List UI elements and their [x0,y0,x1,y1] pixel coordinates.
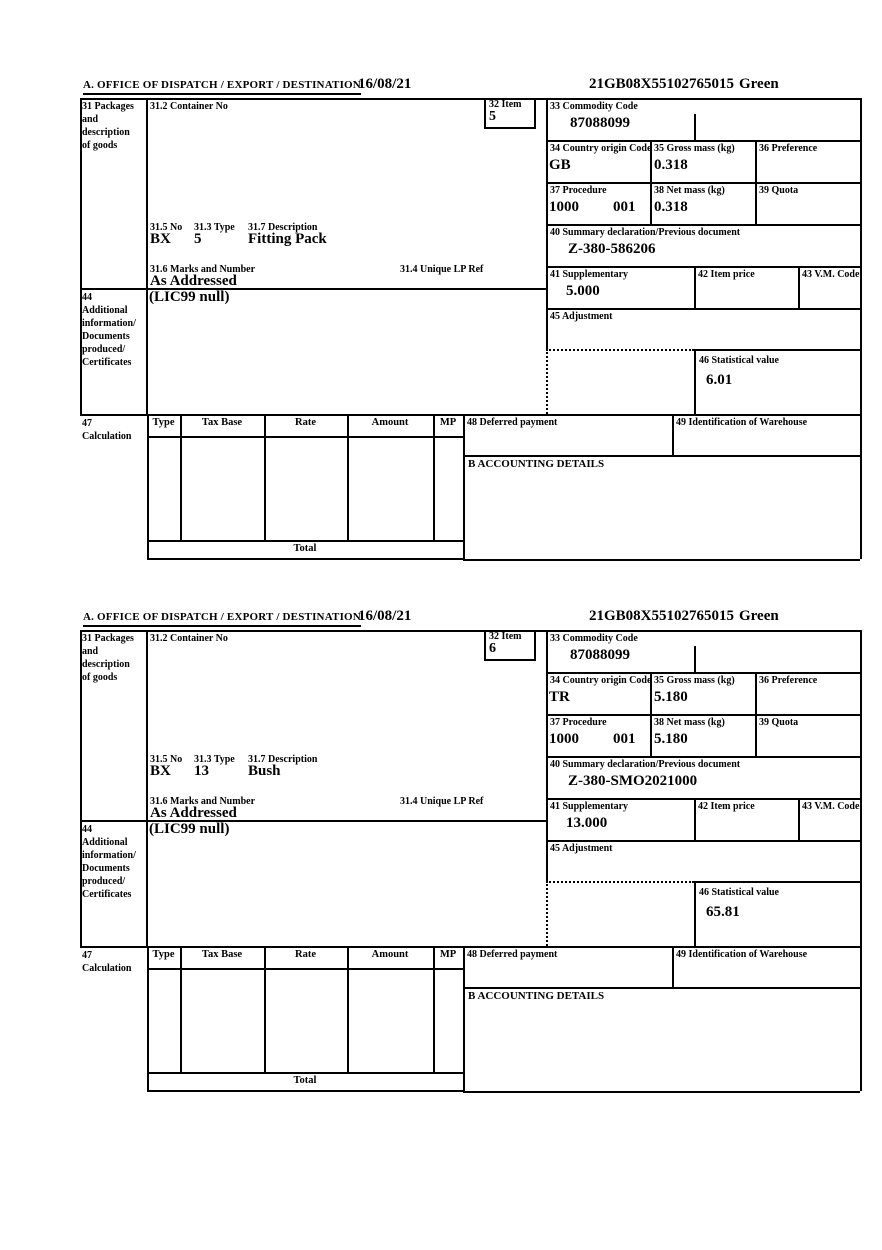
office-of-dispatch-title: A. OFFICE OF DISPATCH / EXPORT / DESTINATION [83,611,361,627]
box45-adjustment-label: 45 Adjustment [550,843,613,854]
procedure-value: 1000 [549,731,579,747]
border-line [860,630,862,1091]
box31-packages-label: 31 Packages and description of goods [82,101,134,151]
box31-5-no-label: 31.5 No [150,754,183,765]
box39-quota-label: 39 Quota [759,185,799,196]
additional-information-value: (LIC99 null) [149,821,230,837]
commodity-code-divider [694,646,696,672]
routing-status: Green [739,76,779,92]
box40-summary-label: 40 Summary declaration/Previous document [550,759,741,770]
border-line [755,672,757,756]
border-line [80,98,860,100]
box41-supplementary-label: 41 Supplementary [550,269,629,280]
box32-item [484,98,536,129]
box31-4-lp-ref-label: 31.4 Unique LP Ref [400,796,484,807]
statistical-value: 6.01 [706,372,733,388]
commodity-code-value: 87088099 [570,115,630,131]
net-mass-value: 0.318 [654,199,688,215]
calc-col-amount: Amount [371,949,409,960]
marks-and-number-value: As Addressed [150,805,237,821]
border-line [80,414,860,416]
border-line [694,349,696,414]
box31-4-lp-ref-label: 31.4 Unique LP Ref [400,264,484,275]
border-line [694,881,696,946]
border-line [672,414,674,455]
border-line [546,308,860,310]
box40-summary-label: 40 Summary declaration/Previous document [550,227,741,238]
box32-item-value: 6 [489,641,496,656]
box44-additional-label: 44 Additional information/ Documents produced/ Certificates [82,292,136,368]
box34-country-label: 34 Country origin Code [550,675,652,686]
box31-7-description-label: 31.7 Description [248,754,318,765]
border-line [860,98,862,559]
border-line [463,559,860,561]
border-line [147,968,463,970]
dotted-border-line [546,881,548,946]
routing-status: Green [739,608,779,624]
box32-item-label: 32 Item [489,99,522,110]
package-description-value: Fitting Pack [248,231,327,247]
package-description-value: Bush [248,763,281,779]
commodity-code-value: 87088099 [570,647,630,663]
border-line [180,946,182,1072]
border-line [694,266,696,308]
border-line [80,946,860,948]
box36-preference-label: 36 Preference [759,143,818,154]
supplementary-value: 5.000 [566,283,600,299]
border-line [433,946,435,1072]
box44-additional-label: 44 Additional information/ Documents produced/ Certificates [82,824,136,900]
box31-3-type-label: 31.3 Type [194,754,235,765]
border-line [546,798,860,800]
box31-packages-label: 31 Packages and description of goods [82,633,134,683]
statistical-value: 65.81 [706,904,740,920]
additional-information-value: (LIC99 null) [149,289,230,305]
border-line [147,436,463,438]
border-line [264,946,266,1072]
gross-mass-value: 5.180 [654,689,688,705]
box34-country-label: 34 Country origin Code [550,143,652,154]
box31-7-description-label: 31.7 Description [248,222,318,233]
marks-and-number-value: As Addressed [150,273,237,289]
box32-item-value: 5 [489,109,496,124]
border-line [546,714,860,716]
commodity-code-divider [694,114,696,140]
border-line [147,540,463,542]
office-of-dispatch-title: A. OFFICE OF DISPATCH / EXPORT / DESTINATION [83,79,361,95]
summary-declaration-value: Z-380-SMO2021000 [568,773,698,789]
accounting-details-label: B ACCOUNTING DETAILS [468,458,605,470]
border-line [347,414,349,540]
calc-col-mp: MP [439,949,457,960]
calc-col-mp: MP [439,417,457,428]
dotted-border-line [546,881,694,883]
border-line [463,455,860,457]
border-line [546,672,860,674]
border-line [694,349,860,351]
box32-item [484,630,536,661]
dispatch-date: 16/08/21 [358,76,412,92]
border-line [546,140,860,142]
border-line [546,182,860,184]
declaration-reference: 21GB08X55102765015 [589,76,735,92]
box49-warehouse-label: 49 Identification of Warehouse [676,417,808,428]
calc-col-type: Type [152,417,175,428]
box35-gross-mass-label: 35 Gross mass (kg) [654,675,735,686]
border-line [147,946,149,1092]
box42-item-price-label: 42 Item price [698,269,755,280]
summary-declaration-value: Z-380-586206 [568,241,656,257]
procedure-ext-value: 001 [613,199,636,215]
box46-statistical-label: 46 Statistical value [699,887,779,898]
calc-col-rate: Rate [295,417,316,428]
border-line [798,798,800,840]
border-line [694,881,860,883]
box43-vm-code-label: 43 V.M. Code [802,269,860,280]
border-line [546,266,860,268]
declaration-item-section [0,608,882,1100]
border-line [80,630,860,632]
border-line [147,414,149,560]
dispatch-date: 16/08/21 [358,608,412,624]
supplementary-value: 13.000 [566,815,608,831]
box38-net-mass-label: 38 Net mass (kg) [654,185,725,196]
border-line [180,414,182,540]
border-line [146,98,148,416]
box33-commodity-label: 33 Commodity Code [550,633,638,644]
border-line [147,1072,463,1074]
box35-gross-mass-label: 35 Gross mass (kg) [654,143,735,154]
package-type-value: 13 [194,763,209,779]
border-line [798,266,800,308]
calc-total-label: Total [293,543,317,554]
box48-deferred-label: 48 Deferred payment [467,949,558,960]
border-line [463,946,465,1091]
calc-col-amount: Amount [371,417,409,428]
border-line [463,987,860,989]
box39-quota-label: 39 Quota [759,717,799,728]
dotted-border-line [546,349,694,351]
declaration-reference: 21GB08X55102765015 [589,608,735,624]
border-line [694,798,696,840]
border-line [264,414,266,540]
border-line [463,1091,860,1093]
box45-adjustment-label: 45 Adjustment [550,311,613,322]
box41-supplementary-label: 41 Supplementary [550,801,629,812]
border-line [146,630,148,948]
country-origin-value: TR [549,689,570,705]
border-line [546,756,860,758]
box32-item-label: 32 Item [489,631,522,642]
border-line [347,946,349,1072]
border-line [433,414,435,540]
border-line [672,946,674,987]
calc-col-rate: Rate [295,949,316,960]
box47-calculation-label: 47 Calculation [82,950,132,974]
calc-col-tax-base: Tax Base [201,949,243,960]
box33-commodity-label: 33 Commodity Code [550,101,638,112]
box31-2-container-label: 31.2 Container No [150,101,228,112]
border-line [546,224,860,226]
border-line [147,558,463,560]
procedure-ext-value: 001 [613,731,636,747]
box37-procedure-label: 37 Procedure [550,185,607,196]
package-type-value: 5 [194,231,202,247]
box31-6-marks-label: 31.6 Marks and Number [150,264,256,275]
accounting-details-label: B ACCOUNTING DETAILS [468,990,605,1002]
box42-item-price-label: 42 Item price [698,801,755,812]
declaration-item-section [0,76,882,568]
calc-col-tax-base: Tax Base [201,417,243,428]
box46-statistical-label: 46 Statistical value [699,355,779,366]
box36-preference-label: 36 Preference [759,675,818,686]
border-line [463,414,465,559]
calc-col-type: Type [152,949,175,960]
dotted-border-line [546,349,548,414]
package-no-value: BX [150,763,171,779]
calc-total-label: Total [293,1075,317,1086]
box31-6-marks-label: 31.6 Marks and Number [150,796,256,807]
gross-mass-value: 0.318 [654,157,688,173]
net-mass-value: 5.180 [654,731,688,747]
border-line [546,840,860,842]
box43-vm-code-label: 43 V.M. Code [802,801,860,812]
box47-calculation-label: 47 Calculation [82,418,132,442]
border-line [755,140,757,224]
box31-2-container-label: 31.2 Container No [150,633,228,644]
border-line [147,1090,463,1092]
box49-warehouse-label: 49 Identification of Warehouse [676,949,808,960]
box38-net-mass-label: 38 Net mass (kg) [654,717,725,728]
box37-procedure-label: 37 Procedure [550,717,607,728]
box31-3-type-label: 31.3 Type [194,222,235,233]
box48-deferred-label: 48 Deferred payment [467,417,558,428]
package-no-value: BX [150,231,171,247]
procedure-value: 1000 [549,199,579,215]
country-origin-value: GB [549,157,571,173]
box31-5-no-label: 31.5 No [150,222,183,233]
